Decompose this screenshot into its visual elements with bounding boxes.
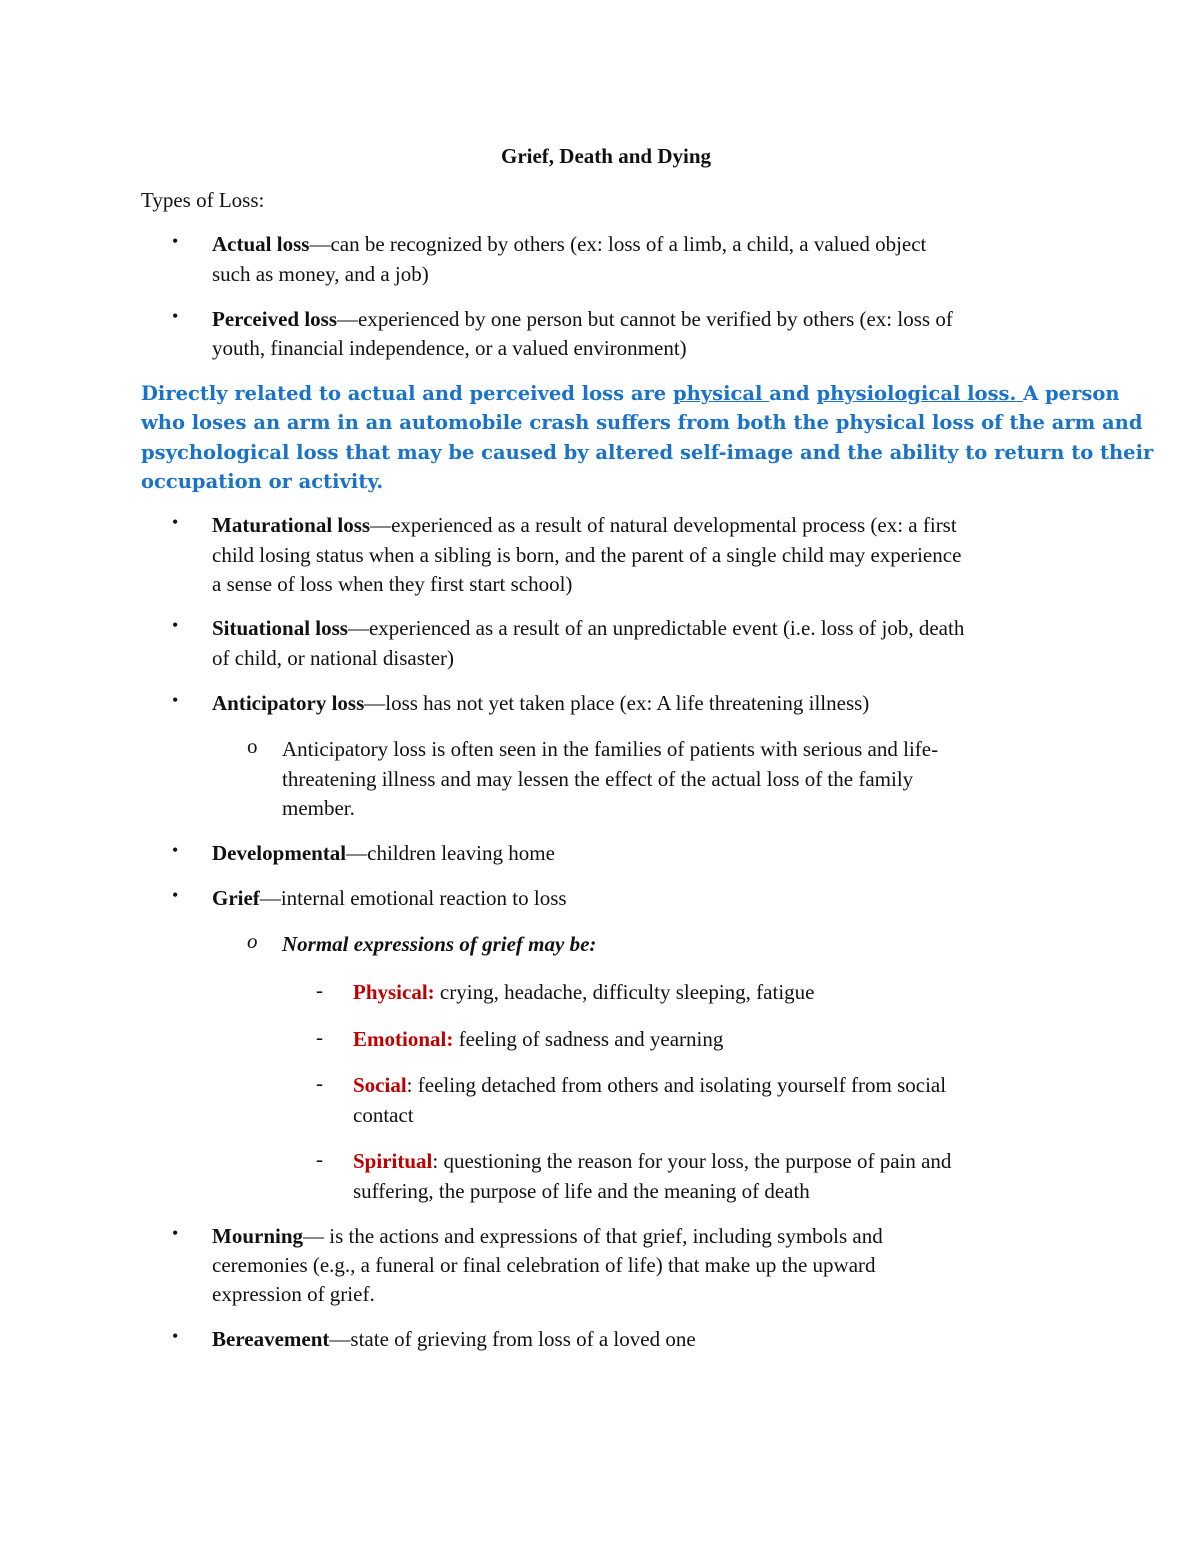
anticipatory-loss-term: Anticipatory loss <box>212 691 365 715</box>
bullet-bereavement: • <box>172 1326 179 1346</box>
page-title: Grief, Death and Dying <box>501 144 711 168</box>
section-intro: Types of Loss: <box>141 188 265 212</box>
actual-loss-term: Actual loss <box>212 232 310 256</box>
note-underline-physiological: physiological loss. <box>816 382 1024 405</box>
note-underline-physical: physical <box>672 382 770 405</box>
grief-physical-def: crying, headache, difficulty sleeping, fatigue <box>434 980 815 1004</box>
maturational-loss-def-2: child losing status when a sibling is born, and the parent of a single child may experience <box>212 543 962 567</box>
developmental-term: Developmental <box>212 841 347 865</box>
sub-bullet-grief: o <box>247 929 258 953</box>
bullet-developmental: • <box>172 840 179 860</box>
grief-spiritual-term: Spiritual <box>353 1149 433 1173</box>
bullet-situational-loss: • <box>172 615 179 635</box>
grief-social-def-1: : feeling detached from others and isolating yourself from social <box>406 1073 947 1097</box>
bullet-perceived-loss: • <box>172 306 179 326</box>
maturational-loss-def-1: —experienced as a result of natural developmental process (ex: a first <box>370 513 957 537</box>
dash-social: - <box>316 1071 323 1095</box>
mourning-term: Mourning <box>212 1224 304 1248</box>
grief-emotional-def: feeling of sadness and yearning <box>453 1027 724 1051</box>
developmental-def-1: —children leaving home <box>346 841 555 865</box>
perceived-loss-line-1 <box>212 305 953 335</box>
situational-loss-term: Situational loss <box>212 616 348 640</box>
note-line-1 <box>141 379 1120 409</box>
grief-spiritual-line-1 <box>353 1147 951 1177</box>
actual-loss-line-1 <box>212 230 926 260</box>
dash-spiritual: - <box>316 1147 323 1171</box>
mourning-def-3: expression of grief. <box>212 1282 375 1306</box>
bullet-maturational-loss: • <box>172 512 179 532</box>
bullet-grief: • <box>172 885 179 905</box>
situational-loss-line-1 <box>212 614 964 644</box>
perceived-loss-def-2: youth, financial independence, or a valued environment) <box>212 336 687 360</box>
mourning-def-2: ceremonies (e.g., a funeral or final celebration of life) that make up the upward <box>212 1253 876 1277</box>
maturational-loss-line-1 <box>212 511 957 541</box>
mourning-line-1 <box>212 1222 883 1252</box>
grief-social-term: Social <box>353 1073 407 1097</box>
note-line-4: occupation or activity. <box>141 470 384 493</box>
note-text-3: A person <box>1023 382 1120 405</box>
grief-term: Grief <box>212 886 260 910</box>
grief-emotional-term: Emotional: <box>353 1027 454 1051</box>
grief-emotional-line <box>353 1025 723 1055</box>
anticipatory-loss-line-1 <box>212 689 869 719</box>
mourning-def-1: — is the actions and expressions of that grief, including symbols and <box>303 1224 883 1248</box>
dash-physical: - <box>316 978 323 1002</box>
bullet-anticipatory-loss: • <box>172 690 179 710</box>
actual-loss-def-1: —can be recognized by others (ex: loss of a limb, a child, a valued object <box>309 232 927 256</box>
grief-physical-line <box>353 978 814 1008</box>
bullet-mourning: • <box>172 1223 179 1243</box>
grief-physical-term: Physical: <box>353 980 435 1004</box>
developmental-line-1 <box>212 839 555 869</box>
grief-social-def-2: contact <box>353 1103 414 1127</box>
perceived-loss-def-1: —experienced by one person but cannot be verified by others (ex: loss of <box>337 307 953 331</box>
grief-spiritual-def-2: suffering, the purpose of life and the meaning of death <box>353 1179 810 1203</box>
bereavement-term: Bereavement <box>212 1327 330 1351</box>
grief-spiritual-def-1: : questioning the reason for your loss, the purpose of pain and <box>432 1149 952 1173</box>
anticipatory-sub-line-3: member. <box>282 796 355 820</box>
grief-social-line-1 <box>353 1071 946 1101</box>
bullet-actual-loss: • <box>172 231 179 251</box>
anticipatory-loss-def-1: —loss has not yet taken place (ex: A life threatening illness) <box>364 691 870 715</box>
sub-bullet-anticipatory: o <box>247 734 258 758</box>
note-text-1: Directly related to actual and perceived loss are <box>141 382 673 405</box>
note-line-2: who loses an arm in an automobile crash suffers from both the physical loss of the arm and <box>141 411 1143 434</box>
dash-emotional: - <box>316 1025 323 1049</box>
anticipatory-sub-line-1: Anticipatory loss is often seen in the families of patients with serious and life- <box>282 737 939 761</box>
perceived-loss-term: Perceived loss <box>212 307 337 331</box>
bereavement-line-1 <box>212 1325 696 1355</box>
bereavement-def-1: —state of grieving from loss of a loved one <box>329 1327 696 1351</box>
note-text-2: and <box>769 382 817 405</box>
grief-def-1: —internal emotional reaction to loss <box>259 886 567 910</box>
anticipatory-sub-line-2: threatening illness and may lessen the effect of the actual loss of the family <box>282 767 914 791</box>
actual-loss-def-2: such as money, and a job) <box>212 262 429 286</box>
note-line-3: psychological loss that may be caused by altered self-image and the ability to return to their <box>141 441 1154 464</box>
maturational-loss-term: Maturational loss <box>212 513 371 537</box>
grief-sub-heading: Normal expressions of grief may be: <box>282 932 597 956</box>
situational-loss-def-1: —experienced as a result of an unpredictable event (i.e. loss of job, death <box>347 616 965 640</box>
grief-line-1 <box>212 884 567 914</box>
maturational-loss-def-3: a sense of loss when they first start school) <box>212 572 573 596</box>
situational-loss-def-2: of child, or national disaster) <box>212 646 455 670</box>
